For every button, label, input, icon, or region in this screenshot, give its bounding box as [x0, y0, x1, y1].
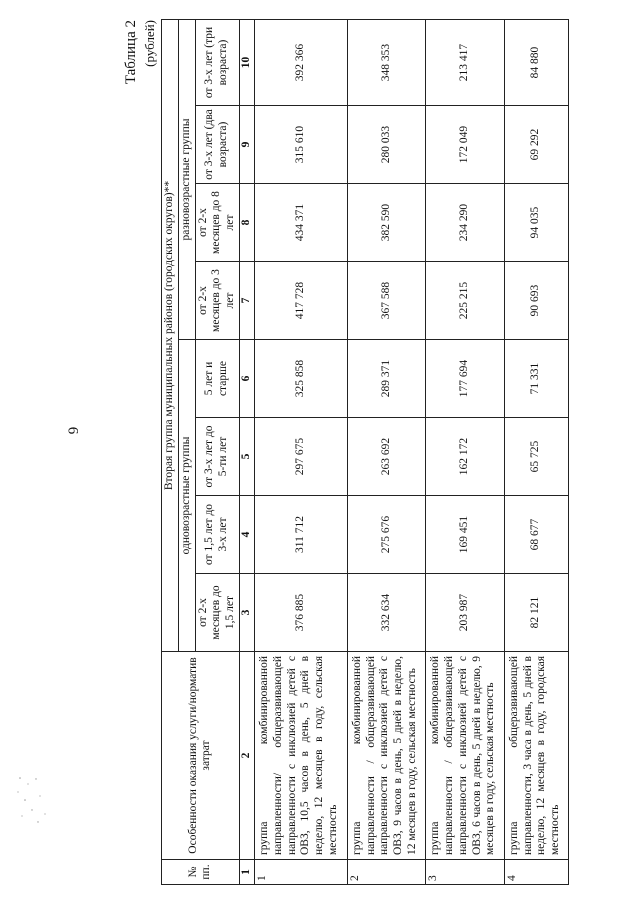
- cost-value: 392 366: [254, 19, 347, 105]
- cost-value: 311 712: [254, 496, 347, 574]
- cost-value: 203 987: [426, 574, 505, 652]
- table-row: [504, 19, 568, 884]
- cost-value: 315 610: [254, 106, 347, 184]
- cost-value: 367 588: [347, 262, 426, 340]
- header-num: № пп.: [162, 860, 240, 885]
- cost-value: 169 451: [426, 496, 505, 574]
- column-number: 3: [239, 574, 254, 652]
- cost-value: 280 033: [347, 106, 426, 184]
- subcol-header: от 2-х месяцев до 1,5 лет: [195, 574, 239, 652]
- cost-value: 172 049: [426, 106, 505, 184]
- row-number: 1: [254, 860, 347, 885]
- cost-value: 225 215: [426, 262, 505, 340]
- cost-value: 71 331: [504, 340, 568, 418]
- cost-value: 162 172: [426, 418, 505, 496]
- cost-value: 348 353: [347, 19, 426, 105]
- cost-value: 69 292: [504, 106, 568, 184]
- subcol-header: от 2-х месяцев до 8 лет: [195, 184, 239, 262]
- cost-value: 263 692: [347, 418, 426, 496]
- subcol-header: от 3-х лет (два возраста): [195, 106, 239, 184]
- row-number: 3: [426, 860, 505, 885]
- row-description: группа комбинированной направленности / общеразвивающей направленности с инклюзией детей с ОВЗ, 9 часов в день, 5 дней в неделю, 12 месяцев в году, сельская местность: [347, 652, 426, 860]
- cost-value: 332 634: [347, 574, 426, 652]
- scan-marks: [10, 770, 70, 830]
- subcol-header: 5 лет и старше: [195, 340, 239, 418]
- column-number: 8: [239, 184, 254, 262]
- cost-value: 65 725: [504, 418, 568, 496]
- column-number: 5: [239, 418, 254, 496]
- table-row: [254, 19, 347, 884]
- table-row: [347, 19, 426, 884]
- column-number: 6: [239, 340, 254, 418]
- cost-table: [161, 19, 569, 885]
- header-row-1: [162, 19, 179, 884]
- header-feature: Особенности оказания услуги/норматив затрат: [162, 652, 240, 860]
- cost-value: 289 371: [347, 340, 426, 418]
- column-number-row: [239, 19, 254, 884]
- cost-value: 417 728: [254, 262, 347, 340]
- header-single-age: одновозрастные группы: [178, 340, 195, 652]
- cost-value: 68 677: [504, 496, 568, 574]
- row-description: группа комбинированной направленности / общеразвивающей направленности с инклюзией детей с ОВЗ, 6 часов в день, 5 дней в неделю, 9 месяцев в году, сельская местность: [426, 652, 505, 860]
- subcol-header: от 3-х лет до 5-ти лет: [195, 418, 239, 496]
- cost-value: 376 885: [254, 574, 347, 652]
- units-label: (рублей): [142, 20, 157, 67]
- cost-value: 275 676: [347, 496, 426, 574]
- table-label: Таблица 2: [123, 20, 139, 85]
- table-row: [426, 19, 505, 884]
- row-number: 4: [504, 860, 568, 885]
- cost-value: 434 371: [254, 184, 347, 262]
- cost-value: 297 675: [254, 418, 347, 496]
- cost-value: 82 121: [504, 574, 568, 652]
- cost-value: 213 417: [426, 19, 505, 105]
- column-number: 10: [239, 19, 254, 105]
- cost-value: 84 880: [504, 19, 568, 105]
- row-description: группа общеразвивающей направленности, 3 часа в день, 5 дней в неделю, 12 месяцев в году, городская местность: [504, 652, 568, 860]
- cost-value: 325 858: [254, 340, 347, 418]
- subcol-header: от 1,5 лет до 3-х лет: [195, 496, 239, 574]
- column-number: 7: [239, 262, 254, 340]
- row-description: группа комбинированной направленности/ общеразвивающей направленности с инклюзией детей с ОВЗ, 10,5 часов в день, 5 дней в неделю, 12 месяцев в году, сельская местность: [254, 652, 347, 860]
- rotated-page-content: [120, 20, 585, 885]
- column-number: 1: [239, 860, 254, 885]
- subcol-header: от 2-х месяцев до 3 лет: [195, 262, 239, 340]
- cost-value: 382 590: [347, 184, 426, 262]
- subcol-header: от 3-х лет (три возраста): [195, 19, 239, 105]
- header-mixed-age: разновозрастные группы: [178, 19, 195, 339]
- cost-value: 94 035: [504, 184, 568, 262]
- column-number: 2: [239, 652, 254, 860]
- column-number: 9: [239, 106, 254, 184]
- page-number: 6: [64, 426, 81, 435]
- cost-value: 177 694: [426, 340, 505, 418]
- row-number: 2: [347, 860, 426, 885]
- cost-value: 90 693: [504, 262, 568, 340]
- column-number: 4: [239, 496, 254, 574]
- header-group-title: Вторая группа муниципальных районов (городских округов)**: [162, 19, 179, 651]
- cost-value: 234 290: [426, 184, 505, 262]
